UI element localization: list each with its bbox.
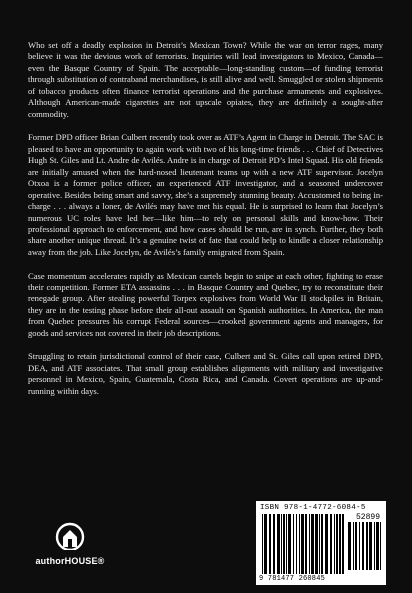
blurb-paragraph-1: Who set off a deadly explosion in Detroit’s Mexican Town? While the war on terror rages, many believe it was the devious work of terrorists. Inquiries will lead investigators to Mexico, Canada—even the Basque Country of Spain. The acceptable—long-standing custom—of funding terrorist through substitution of contraband merchandises, is still alive and well. Smuggled or stolen shipments of tobacco products often finance terrorist operations and the purchase armaments and explosives. Although American-made cigarettes are not upscale opiates, they are definitely a sought-after commodity. xyxy=(28,40,383,119)
price-code: 52899 xyxy=(355,513,380,522)
barcode xyxy=(256,501,386,585)
authorhouse-quill-logo-icon xyxy=(55,522,85,554)
blurb-text xyxy=(28,40,383,409)
barcode-digits: 9 781477 260845 xyxy=(259,575,326,583)
blurb-paragraph-4: Struggling to retain jurisdictional control of their case, Culbert and St. Giles call upon retired DPD, DEA, and ATF associates. That small group establishes alignments with military and investigative personnel in Mexico, Spain, Guatemala, Costa Rica, and Canada. Covert operations are up-and-running within days. xyxy=(28,351,383,396)
price-barcode-bars xyxy=(348,522,382,570)
ean-barcode-bars xyxy=(262,514,344,574)
publisher-logo xyxy=(30,522,110,582)
blurb-paragraph-2: Former DPD officer Brian Culbert recently took over as ATF’s Agent in Charge in Detroit. The SAC is pleased to have an opportunity to again work with two of his long-time friends . . . Chief of Detectives Hugh St. Giles and Lt. Andre de Avilés. Andre is in charge of Detroit PD’s Intel Squad. His old friends are initially amused when the hard-nosed lieutenant teams up with a new ATF supervisor. Jocelyn Otxoa is a former police officer, an experienced ATF investigator, and a seasoned undercover operative. Besides being smart and savvy, she’s a supremely stunning beauty. Accustomed to being in-charge . . . always a loner, de Avilés may have met his equal. He is surprised to learn that Jocelyn’s numerous UC roles have led her—like him—to rely on personal skills and know-how. Their professional approach to enforcement, and how cases should be run, are in synch. Further, they both share another unique thread. It’s a genuine twist of fate that could help to kindle a closer relationship away from the job. Like Jocelyn, de Avilés’s family emigrated from Spain. xyxy=(28,132,383,257)
isbn-label: ISBN 978-1-4772-6084-5 xyxy=(260,504,366,512)
blurb-paragraph-3: Case momentum accelerates rapidly as Mexican cartels begin to snipe at each other, fighting to erase their competition. Former ETA assassins . . . in Basque Country and Quebec, try to reconstitute their renegade group. After stealing powerful Torpex explosives from World War II stockpiles in Britain, they are in the testing phase before their all-out assault on Spanish authorities. In America, the man from Quebec pressures his corrupt Federal sources—crooked government agents and managers, for goods and services not covered in their job descriptions. xyxy=(28,270,383,338)
publisher-name: authorHOUSE® xyxy=(35,556,105,566)
